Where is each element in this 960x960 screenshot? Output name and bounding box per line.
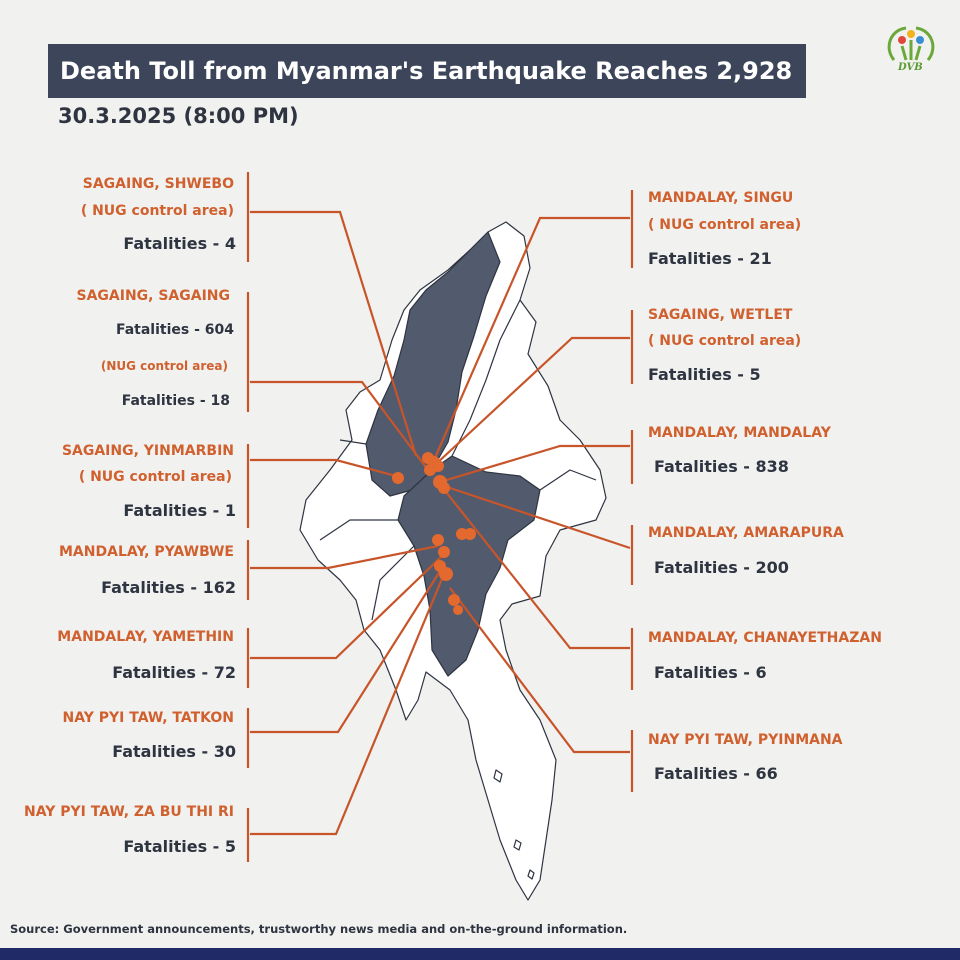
marker-pyawbwe — [432, 534, 444, 546]
label-mandalay-region: MANDALAY, MANDALAY — [648, 425, 831, 441]
label-amarapura-fatalities: Fatalities - 200 — [654, 558, 789, 577]
label-chanayethazan-fatalities: Fatalities - 6 — [654, 663, 767, 682]
label-pyawbwe-region: MANDALAY, PYAWBWE — [59, 544, 234, 560]
label-singu-region: MANDALAY, SINGU — [648, 190, 794, 206]
logo-text: DVB — [898, 62, 923, 73]
page-title: Death Toll from Myanmar's Earthquake Reaches 2,928 — [48, 44, 806, 98]
label-sagaing-region: SAGAING, SAGAING — [76, 288, 230, 304]
label-singu-fatalities: Fatalities - 21 — [648, 249, 772, 268]
label-yinmarbin-note: ( NUG control area) — [78, 469, 232, 485]
label-sagaing-fatalities: Fatalities - 604 — [115, 322, 234, 338]
label-yinmarbin-fatalities: Fatalities - 1 — [123, 501, 236, 520]
label-sagaing-note: (NUG control area) — [100, 359, 228, 373]
label-zabuthiri-fatalities: Fatalities - 5 — [123, 837, 236, 856]
marker-yinmarbin — [392, 472, 404, 484]
label-pyinmana-fatalities: Fatalities - 66 — [654, 764, 778, 783]
marker-pyinmana — [448, 594, 460, 606]
label-yamethin-fatalities: Fatalities - 72 — [112, 663, 236, 682]
marker-amarapura — [438, 482, 450, 494]
label-yinmarbin-region: SAGAING, YINMARBIN — [61, 443, 234, 459]
report-date: 30.3.2025 (8:00 PM) — [58, 104, 299, 128]
label-singu-note: ( NUG control area) — [648, 217, 802, 233]
label-shwebo-note: ( NUG control area) — [80, 203, 234, 219]
label-wetlet-region: SAGAING, WETLET — [648, 307, 793, 323]
source-note: Source: Government announcements, trustworthy news media and on-the-ground information. — [10, 922, 628, 936]
marker-sagaing — [424, 464, 436, 476]
label-zabuthiri-region: NAY PYI TAW, ZA BU THI RI — [24, 804, 234, 820]
bottom-bar — [0, 948, 960, 960]
label-mandalay-fatalities: Fatalities - 838 — [654, 457, 789, 476]
label-wetlet-fatalities: Fatalities - 5 — [648, 365, 761, 384]
label-sagaing-fatalities-2: Fatalities - 18 — [121, 393, 230, 409]
marker-yamethin — [438, 546, 450, 558]
label-pyawbwe-fatalities: Fatalities - 162 — [101, 578, 236, 597]
label-tatkon-region: NAY PYI TAW, TATKON — [62, 710, 234, 726]
label-chanayethazan-region: MANDALAY, CHANAYETHAZAN — [648, 630, 882, 646]
label-tatkon-fatalities: Fatalities - 30 — [112, 742, 236, 761]
marker-zabuthiri — [439, 567, 453, 581]
label-shwebo-region: SAGAING, SHWEBO — [82, 176, 234, 192]
label-pyinmana-region: NAY PYI TAW, PYINMANA — [648, 732, 843, 748]
label-wetlet-note: ( NUG control area) — [648, 333, 802, 349]
label-yamethin-region: MANDALAY, YAMETHIN — [57, 629, 234, 645]
label-shwebo-fatalities: Fatalities - 4 — [123, 234, 236, 253]
label-amarapura-region: MANDALAY, AMARAPURA — [648, 525, 844, 541]
marker-pyinmana-b — [453, 605, 463, 615]
marker-pyawbwe-a — [464, 528, 476, 540]
